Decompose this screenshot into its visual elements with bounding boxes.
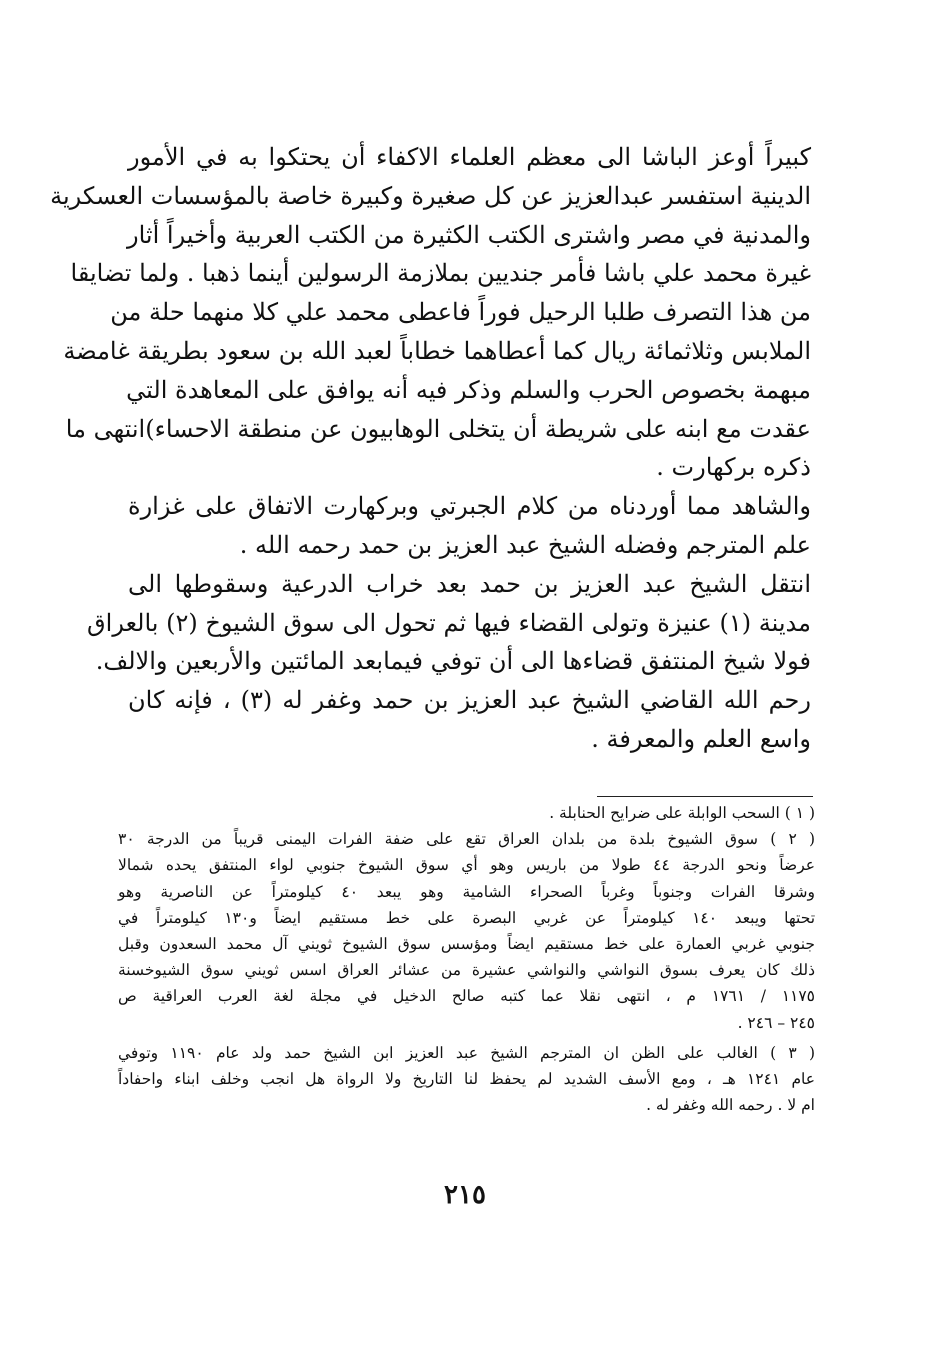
footnote-2-line: جنوبي غربي العمارة على خط مستقيم ايضاً ومؤسس سوق الشيوخ ثويني آل محمد السعدون وقبل: [118, 934, 815, 953]
footnote-2-line: تحتها ويبعد ١٤٠ كيلومتراً عن غربي البصرة على خط مستقيم ايضاً و١٣٠ كيلومتراً في: [118, 908, 816, 927]
footnote-1-line: ( ١ ) السحب الوابلة على ضرايح الحنابلة .: [549, 804, 815, 822]
body-line: والمدنية في مصر واشترى الكتب الكثيرة من الكتب العربية وأخيراً أثار: [127, 220, 811, 249]
body-line: الدينية استفسر عبدالعزيز عن كل صغيرة وكبيرة خاصة بالمؤسسات العسكرية: [50, 181, 811, 210]
body-line: غيرة محمد علي باشا فأمر جنديين بملازمة الرسولين أينما ذهبا . ولما تضايقا: [70, 259, 811, 288]
footnote-2-line: ذلك كان يعرف بسوق النواشي والنواشي عشيرة من عشائر العراق اسس ثويني سوق الشيوخسنة: [118, 961, 815, 980]
footnote-divider: [597, 796, 813, 797]
footnote-3-line: ( ٣ ) الغالب على الظن ان المترجم الشيخ عبد العزيز ابن الشيخ حمد ولد عام ١١٩٠ وتوفي: [118, 1043, 815, 1062]
body-line: مدينة (١) عنيزة وتولى القضاء فيها ثم تحول الى سوق الشيوخ (٢) بالعراق: [87, 608, 811, 637]
body-line: انتقل الشيخ عبد العزيز بن حمد بعد خراب الدرعية وسقوطها الى: [128, 569, 812, 598]
body-line: كبيراً أوعز الباشا الى معظم العلماء الاكفاء أن يحتكوا به في الأمور: [128, 143, 811, 171]
body-text: [50, 138, 812, 759]
body-line: الملابس وثلاثمائة ريال كما أعطاهما خطاباً لعبد الله بن سعود بطريقة غامضة: [63, 336, 811, 365]
body-line: مبهمة بخصوص الحرب والسلم وذكر فيه أنه يوافق على المعاهدة التي: [126, 375, 811, 404]
body-line: فولا شيخ المنتفق قضاءها الى أن توفي فيمابعد المائتين والأربعين والالف.: [95, 647, 811, 676]
footnote-3-line: عام ١٢٤١ هـ ، ومع الأسف الشديد لم يحفظ لنا التاريخ ولا الرواة هل انجب وخلف ابناء واحفاداً: [118, 1069, 816, 1088]
footnote-2-line: عرضاً ونحو الدرجة ٤٤ طولا من باريس وهو أي سوق الشيوخ جنوبي لواء المنتفق يحده شمالا: [118, 856, 815, 875]
footnote-2-line: ١١٧٥ / ١٧٦١ م ، انتهى نقلا عما كتبه صالح الدخيل في مجلة لغة العرب العراقية ص: [118, 987, 815, 1006]
footnote-3-line: ام لا . رحمه الله وغفر له .: [646, 1096, 815, 1115]
footnotes: [118, 800, 815, 1118]
body-line: والشاهد مما أوردناه من كلام الجبرتي وبركهارت الاتفاق على غزارة: [128, 492, 811, 521]
body-line: ذكره بركهارت .: [656, 453, 811, 482]
body-line: عقدت مع ابنه على شريطة أن يتخلى الوهابيون عن منطقة الاحساء)انتهى ما: [65, 414, 811, 443]
body-line: واسع العلم والمعرفة .: [591, 724, 811, 753]
body-line: علم المترجم وفضله الشيخ عبد العزيز بن حمد رحمه الله .: [239, 530, 811, 559]
body-line: من هذا التصرف طلبا الرحيل فوراً فاعطى محمد علي كلا منهما حلة من: [110, 298, 811, 327]
page-number: ٢١٥: [444, 1180, 486, 1210]
footnote-2-line: وشرقا الفرات وجنوباً وغرباً الصحراء الشامية وهو يبعد ٤٠ كيلومتراً عن الناصرية وهو: [118, 882, 815, 901]
footnote-2-line: ٢٤٥ – ٢٤٦ .: [737, 1013, 815, 1032]
footnote-2-line: ( ٢ ) سوق الشيوخ بلدة من بلدان العراق تقع على ضفة الفرات اليمنى قريباً من الدرجة ٣٠: [118, 830, 815, 849]
body-line: رحم الله القاضي الشيخ عبد العزيز بن حمد وغفر له (٣) ، فإنه كان: [128, 686, 811, 715]
